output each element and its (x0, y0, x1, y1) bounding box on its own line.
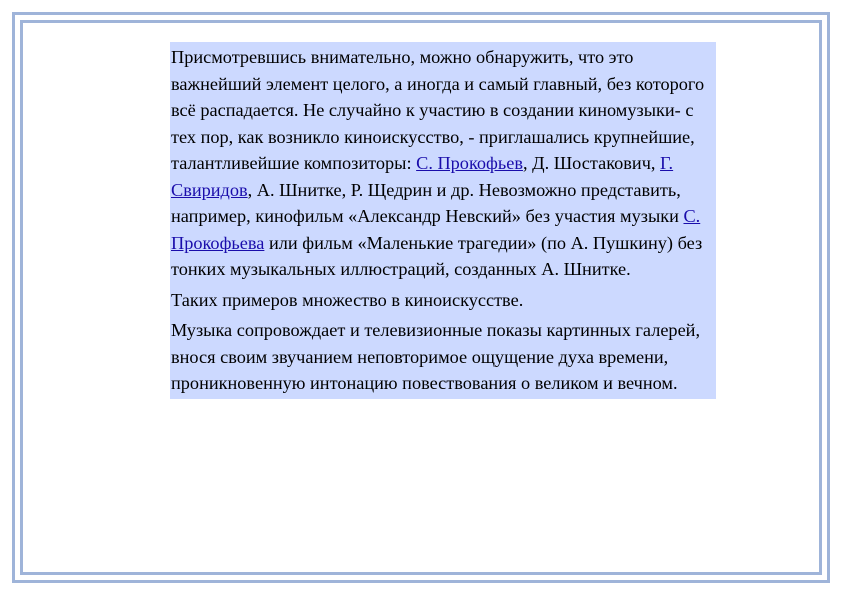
paragraph-television: Музыка сопровождает и телевизионные показы картинных галерей, внося своим звучанием неповторимое ощущение духа времени, проникновенную интонацию повествования о великом и вечном. (171, 320, 701, 393)
link-prokofieva[interactable]: С. Прокофьева (171, 206, 701, 253)
link-prokofiev[interactable]: С. Прокофьев (416, 153, 523, 173)
text-content-box (170, 42, 716, 399)
paragraph-examples: Таких примеров множество в киноискусстве. (171, 289, 524, 310)
paragraph-composers-text-a: Присмотревшись внимательно, можно обнаружить, что это важнейший элемент целого, а иногда и самый главный, без которого всё распадается. Не случайно к участию в создании киномузыки- с тех пор, как возникло киноискусство, - приглашались крупнейшие, талантливейшие композиторы: (171, 47, 705, 173)
link-sviridov[interactable]: Г. Свиридов (171, 153, 674, 200)
paragraph-composers-text-b: , Д. Шостакович, (522, 153, 661, 173)
paragraph-composers-text-c: , А. Шнитке, Р. Щедрин и др. Невозможно представить, например, кинофильм «Александр Невский» без участия музыки (171, 179, 684, 226)
paragraph-composers-text-d: или фильм «Маленькие трагедии» (по А. Пушкину) без тонких музыкальных иллюстраций, созданных А. Шнитке. (171, 232, 703, 279)
paragraph-composers (171, 44, 716, 283)
